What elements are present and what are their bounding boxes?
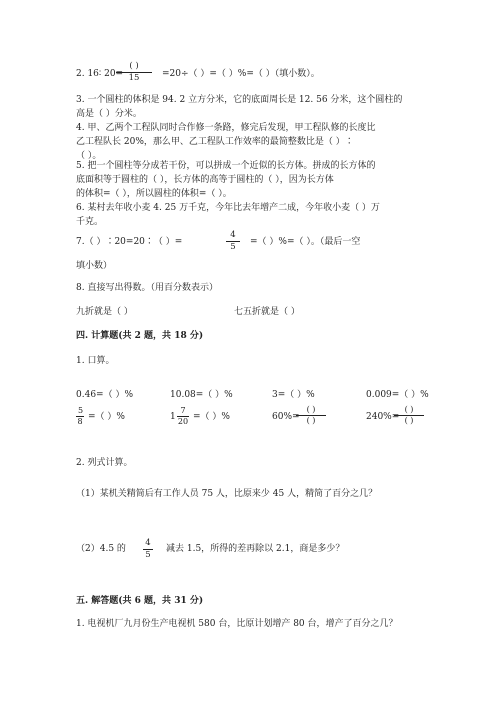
q2-fraction [116,62,152,82]
q5-line3: 的体积=（ ），所以圆柱的体积=（ ）。 [76,189,232,199]
q4-line3: （ ）。 [76,151,102,161]
oral-calc-item: 0.009=（ ）% [366,390,429,400]
q7-part2: =（ ）%=（ ）。（最后一空 [250,237,361,247]
section5-q1: 1. 电视机厂九月份生产电视机 580 台，比原计划增产 80 台，增产了百分之几？ [76,619,398,629]
fraction-numerator: ( ) [404,405,414,414]
fraction-denominator: ( ) [404,416,414,425]
q5-line2: 底面积等于圆柱的（ ），长方体的高等于圆柱的（ ），因为长方体 [76,175,334,185]
section4-q1-title: 1. 口算。 [76,356,115,366]
q8-right: 七五折就是（ ） [234,307,300,317]
q7-part1: 7.（ ）∶20=20∶（ ）= [76,237,183,247]
q2-2-fraction [143,539,153,559]
oral-calc-item: =（ ）% [88,412,125,422]
q2-fraction-numerator: ( ) [129,61,139,71]
frac-7-20 [177,407,189,426]
fraction-numerator: ( ) [306,405,316,414]
fraction-denominator: 20 [177,417,189,426]
q2-prefix: 2. 16∶ 20= [76,69,124,79]
q3-line1: 3. 一个圆柱的体积是 94. 2 立方分米，它的底面周长是 12. 56 分米，这个圆柱的 [76,95,403,105]
fraction-denominator: 8 [77,417,83,426]
frac-5-8 [76,407,84,426]
q2-rest: =20÷（ ）=（ ）%=（ ）（填小数）。 [162,69,320,79]
oral-calc-item: 240%= [366,412,400,422]
q7-fraction-denominator: 5 [230,241,236,252]
section4-q2-title: 2. 列式计算。 [76,458,133,468]
answer-fraction [296,406,326,425]
q5-line1: 5. 把一个圆柱等分成若干份，可以拼成一个近似的长方体。拼成的长方体的 [76,161,376,171]
q8-left: 九折就是（ ） [76,307,133,317]
mixed-number-integer: 1 [170,412,176,422]
q4-line1: 4. 甲、乙两个工程队同时合作修一条路，修完后发现，甲工程队修的长度比 [76,123,376,133]
q6-line1: 6. 某村去年收小麦 4. 25 万千克，今年比去年增产二成，今年收小麦（ ）万 [76,203,380,213]
q8-title: 8. 直接写出得数。（用百分数表示） [76,283,218,293]
q4-line2: 乙工程队长 20%，那么甲、乙工程队工作效率的最简整数比是（ ）∶ [76,137,354,147]
q7-fraction-numerator: 4 [230,230,236,240]
fraction-denominator: ( ) [306,416,316,425]
section4-q2-2-rest: 减去 1.5，所得的差再除以 2.1，商是多少？ [166,544,345,554]
fraction-denominator: 5 [145,549,151,560]
oral-calc-item: 3=（ ）% [272,390,315,400]
oral-calc-item: =（ ）% [193,412,230,422]
answer-fraction [394,406,424,425]
fraction-numerator: 4 [145,538,151,548]
q7-fraction [226,231,240,251]
oral-calc-item: 10.08=（ ）% [170,390,233,400]
section4-q2-2-prefix: （2）4.5 的 [76,544,126,554]
fraction-numerator: 7 [180,406,186,415]
q3-line2: 高是（ ）分米。 [76,109,142,119]
section4-q2-1: （1）某机关精简后有工作人员 75 人，比原来少 45 人，精简了百分之几？ [76,489,378,499]
section4-heading: 四. 计算题(共 2 题，共 18 分) [76,331,204,341]
oral-calc-item: 60%= [272,412,300,422]
fraction-numerator: 5 [78,406,84,415]
q7-line2: 填小数） [76,261,113,271]
q6-line2: 千克。 [76,217,104,227]
q2-fraction-denominator: 15 [128,72,140,83]
section5-heading: 五. 解答题(共 6 题，共 31 分) [76,596,204,606]
oral-calc-item: 0.46=（ ）% [76,390,133,400]
